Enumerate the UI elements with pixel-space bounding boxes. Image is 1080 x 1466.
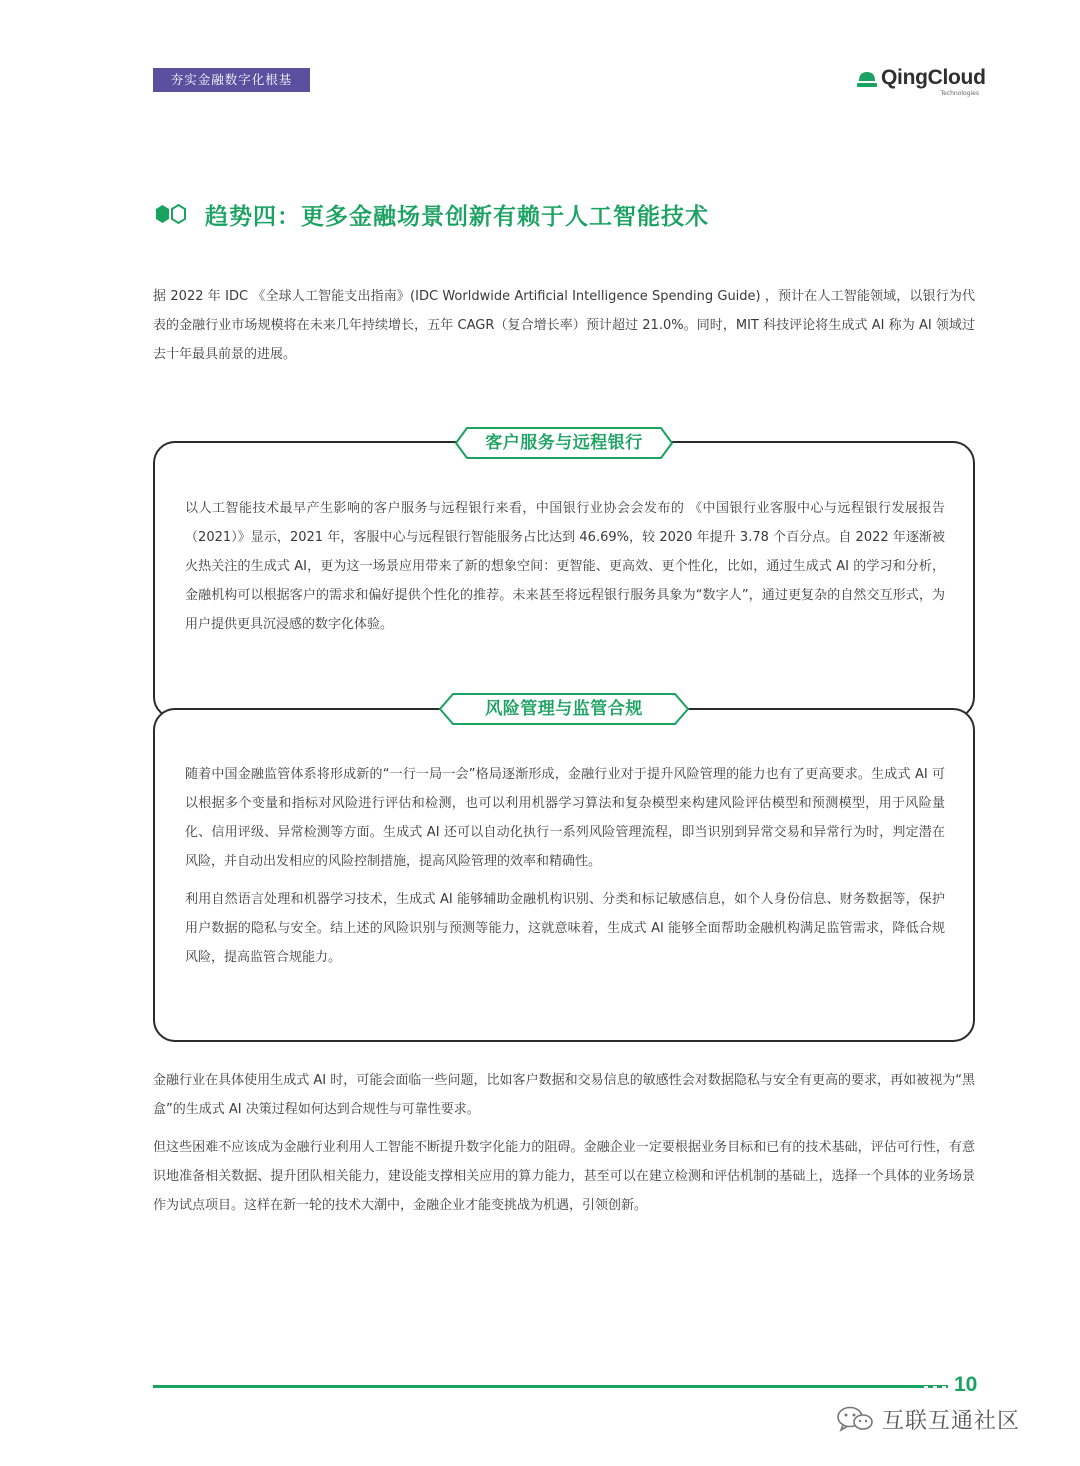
intro-paragraph [153, 282, 975, 369]
hexagon-icon [153, 203, 189, 225]
box-paragraph: 随着中国金融监管体系将形成新的“一行一局一会”格局逐渐形成，金融行业对于提升风险管理的能力也有了更高要求。生成式 AI 可以根据多个变量和指标对风险进行评估和检测，也可以利用机器学习算法和复杂模型来构建风险评估模型和预测模型，用于风险量化、信用评级、异常检测等方面。生成式 AI 还可以自动化执行一系列风险管理流程，即当识别到异常交易和异常行为时，判定潜在风险，并自动出发相应的风险控制措施，提高风险管理的效率和精确性。 [185, 767, 945, 869]
box-content [185, 494, 945, 639]
qingcloud-logo [856, 66, 986, 100]
watermark-text: 互联互通社区 [882, 1408, 1021, 1434]
box-label-text: 客户服务与远程银行 [485, 433, 643, 453]
box-label [439, 693, 689, 725]
box-label [455, 427, 673, 459]
logo-name: QingCloud [881, 66, 986, 89]
qingcloud-logo-icon [856, 69, 878, 89]
outro-section [153, 1066, 975, 1220]
section-title-text: 趋势四：更多金融场景创新有赖于人工智能技术 [205, 203, 709, 230]
outro-paragraph: 但这些困难不应该成为金融行业利用人工智能不断提升数字化能力的阻碍。金融企业一定要根据业务目标和已有的技术基础，评估可行性，有意识地准备相关数据、提升团队相关能力，建设能支撑相关应用的算力能力，甚至可以在建立检测和评估机制的基础上，选择一个具体的业务场景作为试点项目。这样在新一轮的技术大潮中，金融企业才能变挑战为机遇，引领创新。 [153, 1140, 975, 1213]
section-title [153, 194, 709, 234]
intro-text: 据 2022 年 IDC 《全球人工智能支出指南》(IDC Worldwide Artificial Intelligence Spending Guide) ，预计在人工智能领域，以银行为代表的金融行业市场规模将在未来几年持续增长，五年 CAGR（复合增长率）预计超过 21.0%。同时，MIT 科技评论将生成式 AI 称为 AI 领域过去十年最具前景的进展。 [153, 289, 975, 362]
outro-paragraph: 金融行业在具体使用生成式 AI 时，可能会面临一些问题，比如客户数据和交易信息的敏感性会对数据隐私与安全有更高的要求，再如被视为“黑盒”的生成式 AI 决策过程如何达到合规性与可靠性要求。 [153, 1073, 975, 1117]
customer-service-box [153, 433, 975, 719]
box-paragraph: 利用自然语言处理和机器学习技术，生成式 AI 能够辅助金融机构识别、分类和标记敏感信息，如个人身份信息、财务数据等，保护用户数据的隐私与安全。结上述的风险识别与预测等能力，这就意味着，生成式 AI 能够全面帮助金融机构满足监管需求，降低合规风险，提高监管合规能力。 [185, 892, 945, 965]
risk-management-box [153, 699, 975, 1042]
logo-sub: Technologies [940, 90, 979, 97]
header-tag: 夯实金融数字化根基 [153, 68, 310, 92]
box-label-text: 风险管理与监管合规 [485, 699, 643, 719]
box-content [185, 760, 945, 972]
box-paragraph: 以人工智能技术最早产生影响的客户服务与远程银行来看，中国银行业协会会发布的 《中国银行业客服中心与远程银行发展报告（2021）》显示，2021 年，客服中心与远程银行智能服务占比达到 46.69%，较 2020 年提升 3.78 个百分点。自 2022 年逐渐被火热关注的生成式 AI，更为这一场景应用带来了新的想象空间：更智能、更高效、更个性化，比如，通过生成式 AI 的学习和分析，金融机构可以根据客户的需求和偏好提供个性化的推荐。未来甚至将远程银行服务具象为“数字人”，通过更复杂的自然交互形式，为用户提供更具沉浸感的数字化体验。 [185, 501, 945, 632]
footer-rule [153, 1385, 948, 1388]
watermark [836, 1404, 1020, 1434]
footer-dots [924, 1386, 946, 1388]
wechat-icon [836, 1406, 874, 1432]
page-number: 10 [954, 1373, 978, 1396]
